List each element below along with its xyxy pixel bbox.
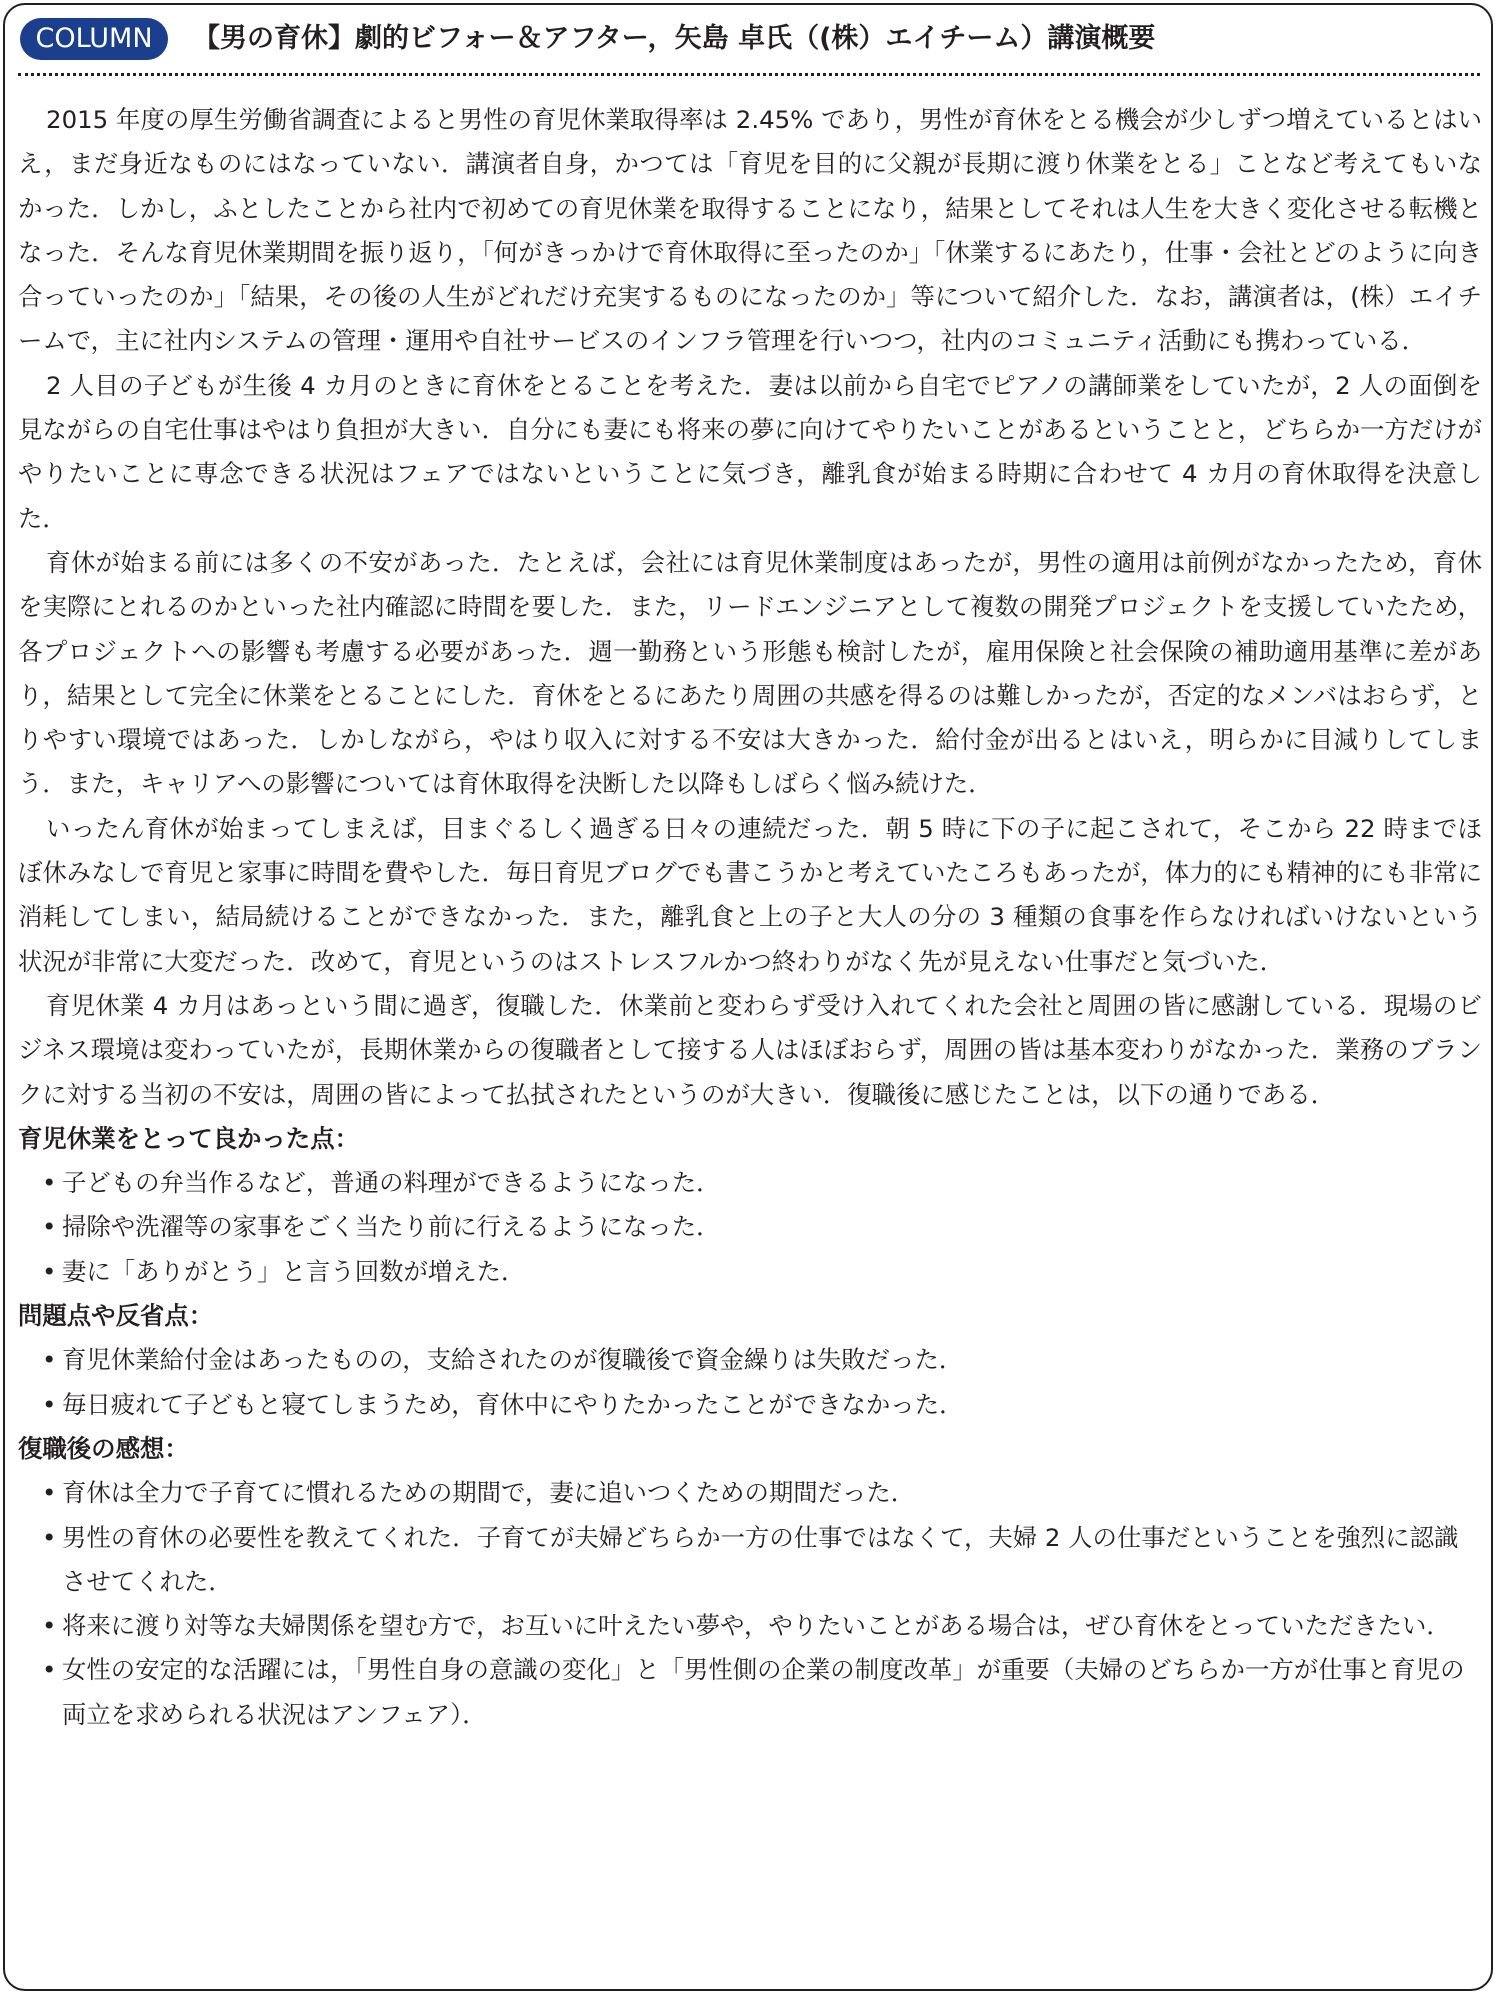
bullet-icon: •	[42, 1522, 57, 1552]
list-item-text: 男性の育休の必要性を教えてくれた．子育てが夫婦どちらか一方の仕事ではなくて，夫婦 2 人の仕事だということを強烈に認識させてくれた．	[62, 1522, 1459, 1596]
list-item-text: 妻に「ありがとう」と言う回数が増えた．	[62, 1256, 526, 1286]
section-heading-impressions: 復職後の感想：	[18, 1433, 189, 1463]
section-heading-good-points: 育児休業をとって良かった点：	[18, 1123, 359, 1153]
list-item	[42, 1250, 1482, 1294]
bullet-icon: •	[42, 1168, 57, 1198]
list-item	[42, 1205, 1482, 1249]
bullet-icon: •	[42, 1611, 57, 1641]
list-item-text: 女性の安定的な活躍には，「男性自身の意識の変化」と「男性側の企業の制度改革」が重要（夫婦のどちらか一方が仕事と育児の両立を求められる状況はアンフェア）．	[62, 1655, 1465, 1729]
list-item	[42, 1604, 1482, 1648]
paragraph: 2015 年度の厚生労働省調査によると男性の育児休業取得率は 2.45% であり，男性が育休をとる機会が少しずつ増えているとはいえ，まだ身近なものにはなっていない．講演者自身，かつては「育児を目的に父親が長期に渡り休業をとる」ことなど考えてもいなかった．しかし，ふとしたことから社内で初めての育児休業を取得することになり，結果としてそれは人生を大きく変化させる転機となった．そんな育児休業期間を振り返り，「何がきっかけで育休取得に至ったのか」「休業するにあたり，仕事・会社とどのように向き合っていったのか」「結果，その後の人生がどれだけ充実するものになったのか」等について紹介した．なお，講演者は，(株）エイチームで，主に社内システムの管理・運用や自社サービスのインフラ管理を行いつつ，社内のコミュニティ活動にも携わっている．	[18, 105, 1482, 356]
bullet-icon: •	[42, 1655, 57, 1685]
paragraph: いったん育休が始まってしまえば，目まぐるしく過ぎる日々の連続だった．朝 5 時に下の子に起こされて，そこから 22 時までほぼ休みなしで育児と家事に時間を費やした．毎日育児ブログでも書こうかと考えていたころもあったが，体力的にも精神的にも非常に消耗してしまい，結局続けることができなかった．また，離乳食と上の子と大人の分の 3 種類の食事を作らなければいけないという状況が非常に大変だった．改めて，育児というのはストレスフルかつ終わりがなく先が見えない仕事だと気づいた．	[18, 813, 1482, 976]
problems-list	[18, 1338, 1482, 1427]
bullet-icon: •	[42, 1389, 57, 1419]
list-item-text: 将来に渡り対等な夫婦関係を望む方で，お互いに叶えたい夢や，やりたいことがある場合は，ぜひ育休をとっていただきたい．	[62, 1611, 1451, 1641]
paragraph: 育休が始まる前には多くの不安があった．たとえば，会社には育児休業制度はあったが，男性の適用は前例がなかったため，育休を実際にとれるのかといった社内確認に時間を要した．また，リードエンジニアとして複数の開発プロジェクトを支援していたため，各プロジェクトへの影響も考慮する必要があった．週一勤務という形態も検討したが，雇用保険と社会保険の補助適用基準に差があり，結果として完全に休業をとることにした．育休をとるにあたり周囲の共感を得るのは難しかったが，否定的なメンバはおらず，とりやすい環境ではあった．しかしながら，やはり収入に対する不安は大きかった．給付金が出るとはいえ，明らかに目減りしてしまう．また，キャリアへの影響については育休取得を決断した以降もしばらく悩み続けた．	[18, 547, 1482, 799]
list-item-text: 子どもの弁当作るなど，普通の料理ができるようになった．	[62, 1168, 721, 1198]
column-title: 【男の育休】劇的ビフォー＆アフター，矢島 卓氏（(株）エイチーム）講演概要	[193, 23, 1156, 54]
dotted-divider	[18, 73, 1480, 76]
good-points-list	[18, 1161, 1482, 1294]
list-item	[42, 1338, 1482, 1382]
bullet-icon: •	[42, 1256, 57, 1286]
list-item-text: 育休は全力で子育てに慣れるための期間で，妻に追いつくための期間だった．	[62, 1478, 916, 1508]
list-item	[42, 1161, 1482, 1205]
list-item	[42, 1648, 1482, 1737]
paragraph: 2 人目の子どもが生後 4 カ月のときに育休をとることを考えた．妻は以前から自宅でピアノの講師業をしていたが，2 人の面倒を見ながらの自宅仕事はやはり負担が大きい．自分にも妻にも将来の夢に向けてやりたいことがあるということと，どちらか一方だけがやりたいことに専念できる状況はフェアではないということに気づき，離乳食が始まる時期に合わせて 4 カ月の育休取得を決意した．	[18, 370, 1482, 533]
list-item-text: 毎日疲れて子どもと寝てしまうため，育休中にやりたかったことができなかった．	[62, 1389, 964, 1419]
list-item-text: 掃除や洗濯等の家事をごく当たり前に行えるようになった．	[62, 1212, 721, 1242]
list-item	[42, 1471, 1482, 1515]
bullet-icon: •	[42, 1478, 57, 1508]
column-header	[18, 14, 1478, 68]
list-item	[42, 1516, 1482, 1605]
list-item-text: 育児休業給付金はあったものの，支給されたのが復職後で資金繰りは失敗だった．	[62, 1345, 964, 1375]
section-heading-problems: 問題点や反省点：	[18, 1301, 214, 1331]
list-item	[42, 1383, 1482, 1427]
bullet-icon: •	[42, 1345, 57, 1375]
impressions-list	[18, 1471, 1482, 1737]
column-body	[18, 98, 1482, 1737]
paragraph: 育児休業 4 カ月はあっという間に過ぎ，復職した．休業前と変わらず受け入れてくれた会社と周囲の皆に感謝している．現場のビジネス環境は変わっていたが，長期休業からの復職者として接する人はほぼおらず，周囲の皆は基本変わりがなかった．業務のブランクに対する当初の不安は，周囲の皆によって払拭されたというのが大きい．復職後に感じたことは，以下の通りである．	[18, 990, 1482, 1109]
bullet-icon: •	[42, 1212, 57, 1242]
column-badge: COLUMN	[20, 18, 168, 60]
